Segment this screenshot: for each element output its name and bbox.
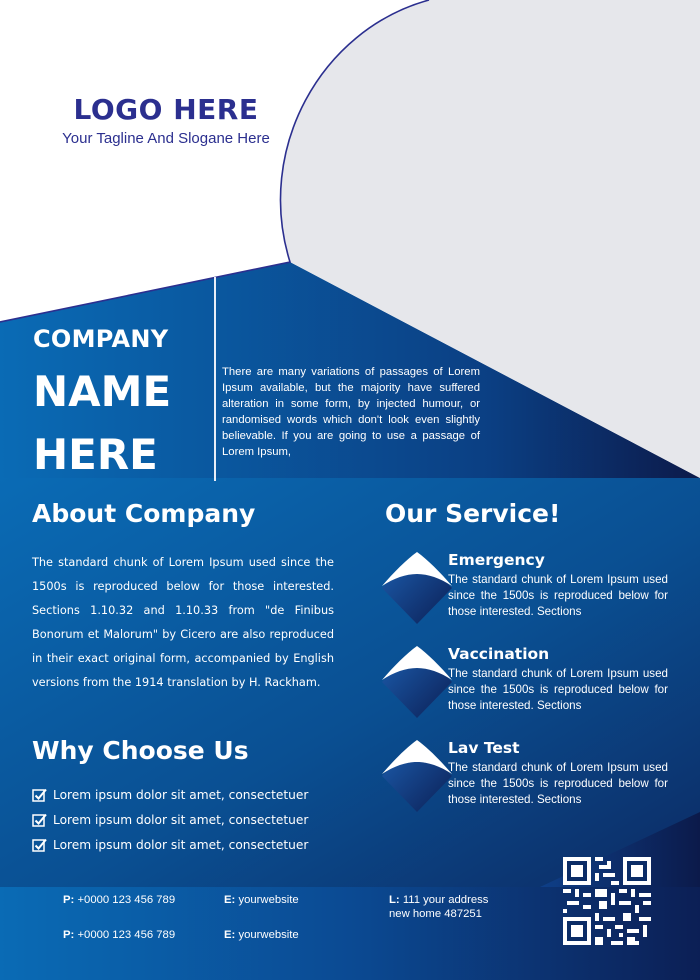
qr-code-icon <box>563 857 651 945</box>
diamond-peak-icon <box>380 644 454 724</box>
phone-number: +0000 123 456 789 <box>77 894 176 906</box>
company-name-line1: COMPANY <box>33 325 169 353</box>
why-item-label: Lorem ipsum dolor sit amet, consectetuer <box>53 787 309 802</box>
logo-text: LOGO HERE <box>73 93 259 126</box>
diamond-peak-icon <box>380 738 454 818</box>
email-value: yourwebsite <box>238 929 299 941</box>
service-title-emergency: Emergency <box>448 551 545 569</box>
phone-contact-1 <box>63 893 175 907</box>
vertical-divider <box>214 277 216 481</box>
checkbox-check-icon <box>32 812 48 828</box>
service-title-vaccination: Vaccination <box>448 645 550 663</box>
service-desc-emergency: The standard chunk of Lorem Ipsum used since the 1500s is reproduced below for those interested. Sections <box>448 573 668 618</box>
diamond-peak-icon <box>380 550 454 630</box>
phone-number: +0000 123 456 789 <box>77 929 176 941</box>
why-list-item <box>32 807 308 832</box>
service-desc-lav-test: The standard chunk of Lorem Ipsum used since the 1500s is reproduced below for those interested. Sections <box>448 761 668 806</box>
checkbox-check-icon <box>32 787 48 803</box>
why-item-label: Lorem ipsum dolor sit amet, consectetuer <box>53 837 309 852</box>
intro-paragraph: There are many variations of passages of Lorem Ipsum available, but the majority have suffered alteration in some form, by injected humour, or randomised words which don't look even slightly believable. If you are going to use a passage of Lorem Ipsum, <box>222 366 480 458</box>
phone-label: P: <box>63 894 75 906</box>
service-title-lav-test: Lav Test <box>448 739 520 757</box>
why-list-item <box>32 782 308 807</box>
why-item-label: Lorem ipsum dolor sit amet, consectetuer <box>53 812 309 827</box>
company-name-line3: HERE <box>33 430 158 479</box>
location-label: L: <box>389 894 400 906</box>
email-label: E: <box>224 894 236 906</box>
about-heading: About Company <box>32 499 256 528</box>
why-list-item <box>32 832 308 857</box>
tagline: Your Tagline And Slogane Here <box>62 130 270 147</box>
email-value: yourwebsite <box>238 894 299 906</box>
company-name-line2: NAME <box>33 367 172 416</box>
service-desc-vaccination: The standard chunk of Lorem Ipsum used since the 1500s is reproduced below for those interested. Sections <box>448 667 668 712</box>
email-label: E: <box>224 929 236 941</box>
address-contact <box>389 893 488 921</box>
address-line-2: new home 487251 <box>389 908 482 920</box>
checkbox-check-icon <box>32 837 48 853</box>
why-heading: Why Choose Us <box>32 736 249 765</box>
phone-label: P: <box>63 929 75 941</box>
email-contact-2 <box>224 928 299 942</box>
address-line-1: 111 your address <box>402 894 489 906</box>
phone-contact-2 <box>63 928 175 942</box>
service-heading: Our Service! <box>385 499 561 528</box>
email-contact-1 <box>224 893 299 907</box>
about-paragraph: The standard chunk of Lorem Ipsum used since the 1500s is reproduced below for those interested. Sections 1.10.32 and 1.10.33 from "de Finibus Bonorum et Malorum" by Cicero are also reproduced in their exact original form, accompanied by English versions from the 1914 translation by H. Rackham. <box>32 556 334 689</box>
why-list <box>32 782 308 857</box>
